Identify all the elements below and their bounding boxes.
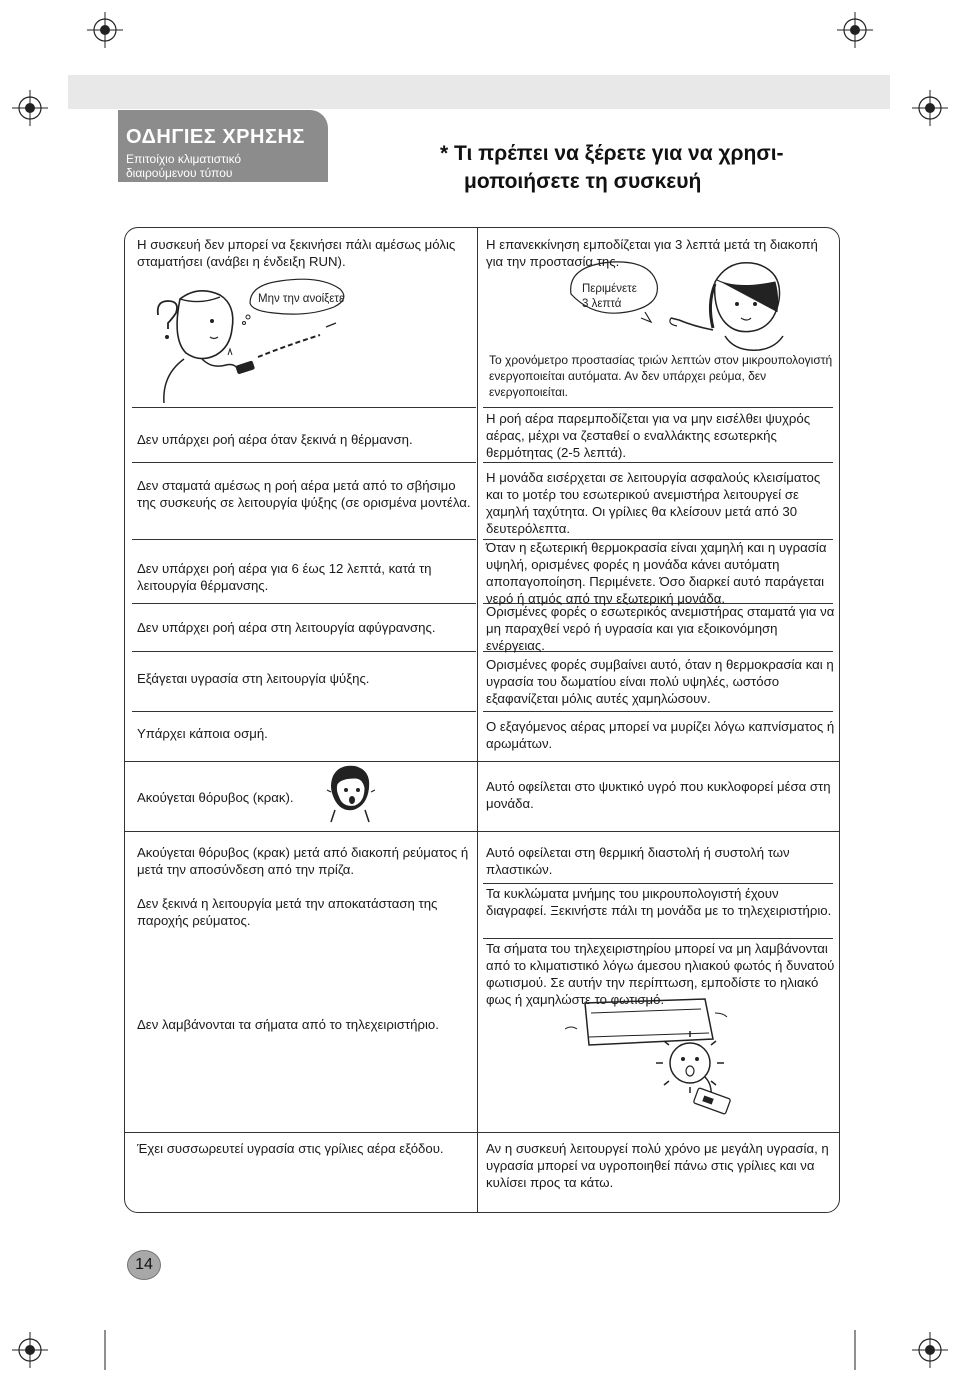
cause-text: Αυτό οφείλεται στη θερμική διαστολή ή συστολή των πλαστικών. bbox=[486, 845, 790, 877]
row-divider bbox=[132, 651, 476, 652]
page-heading: * Τι πρέπει να ξέρετε για να χρησι- μοποιήσετε τη συσκευή bbox=[440, 142, 784, 193]
symptom-text: Δεν υπάρχει ροή αέρα στη λειτουργία αφύγρανσης. bbox=[137, 620, 436, 635]
row-divider bbox=[483, 462, 833, 463]
page-number: 14 bbox=[127, 1250, 161, 1280]
cause-text: Η μονάδα εισέρχεται σε λειτουργία ασφαλούς κλεισίματος και το μοτέρ του εσωτερικού ανεμιστήρα λειτουργεί σε χαμηλή ταχύτητα. Οι γρίλιες θα κλείσουν μετά από 30 δευτερόλεπτα. bbox=[486, 470, 821, 536]
startled-woman-illustration bbox=[325, 762, 375, 824]
row-divider bbox=[124, 1132, 840, 1133]
symptom-text: Ακούγεται θόρυβος (κρακ). bbox=[137, 790, 294, 805]
symptom-text: Δεν ξεκινά η λειτουργία μετά την αποκατάσταση της παροχής ρεύματος. bbox=[137, 896, 438, 928]
cause-text: Ορισμένες φορές ο εσωτερικός ανεμιστήρας σταματά για να μη παραχθεί νερό ή υγρασία και για εξοικονόμηση ενέργειας. bbox=[486, 604, 835, 653]
cause-text: Όταν η εξωτερική θερμοκρασία είναι χαμηλή και η υγρασία υψηλή, ορισμένες φορές η μονάδα κάνει αυτόματη αποπαγοποίηση. Περιμένετε. Όσο διαρκεί αυτό παράγεται νερό ή ατμός από την εξωτερική μονάδα. bbox=[486, 540, 827, 606]
registration-mark-icon bbox=[85, 1330, 125, 1370]
row-divider bbox=[132, 407, 476, 408]
registration-mark-icon bbox=[835, 1330, 875, 1370]
column-divider bbox=[477, 227, 478, 1213]
row-divider bbox=[483, 711, 833, 712]
cause-text: Αν η συσκευή λειτουργεί πολύ χρόνο με μεγάλη υγρασία, η υγρασία μπορεί να υγροποιηθεί πάνω στις γρίλιες και να κυλίσει προς τα κάτω. bbox=[486, 1141, 829, 1190]
row-divider bbox=[124, 831, 840, 832]
section-title: ΟΔΗΓΙΕΣ ΧΡΗΣΗΣ bbox=[126, 126, 305, 148]
row-divider bbox=[132, 539, 476, 540]
cause-text: Η ροή αέρα παρεμποδίζεται για να μην εισέλθει ψυχρός αέρας, μέχρι να ζεσταθεί ο εναλλάκτης εσωτερκής θερμότητας (2-5 λεπτά). bbox=[486, 411, 811, 460]
cause-text: Η επανεκκίνηση εμποδίζεται για 3 λεπτά μετά τη διακοπή για την προστασία της. bbox=[486, 237, 818, 269]
symptom-text: Δεν υπάρχει ροή αέρα για 6 έως 12 λεπτά, κατά τη λειτουργία θέρμανσης. bbox=[137, 561, 432, 593]
symptom-text: Δεν λαμβάνονται τα σήματα από το τηλεχειριστήριο. bbox=[137, 1017, 439, 1032]
cause-text: Ορισμένες φορές συμβαίνει αυτό, όταν η θερμοκρασία και η υγρασία του δωματίου είναι πολύ υψηλές, ωστόσο εξαφανίζεται μόλις αυτές χαμηλώσουν. bbox=[486, 657, 834, 706]
row-divider bbox=[132, 462, 476, 463]
symptom-text: Η συσκευή δεν μπορεί να ξεκινήσει πάλι αμέσως μόλις σταματήσει (ανάβει η ένδειξη RUN). bbox=[137, 237, 456, 269]
registration-mark-icon bbox=[910, 88, 950, 128]
section-subtitle: Επιτοίχιο κλιματιστικό διαιρούμενου τύπου bbox=[126, 152, 242, 180]
cause-note: Το χρονόμετρο προστασίας τριών λεπτών στον μικρουπολογιστή ενεργοποιείται αυτόματα. Αν δεν υπάρχει ρεύμα, δεν ενεργοποιείται. bbox=[489, 353, 833, 399]
cause-text: Αυτό οφείλεται στο ψυκτικό υγρό που κυκλοφορεί μέσα στη μονάδα. bbox=[486, 779, 831, 811]
row-divider bbox=[483, 407, 833, 408]
row-divider bbox=[132, 603, 476, 604]
bubble-label: Περιμένετε 3 λεπτά bbox=[582, 283, 637, 310]
bubble-label: Μην την ανοίξετε bbox=[258, 293, 345, 305]
section-header bbox=[118, 110, 328, 182]
cause-text: Τα κυκλώματα μνήμης του μικρουπολογιστή έχουν διαγραφεί. Ξεκινήστε πάλι τη μονάδα με το τηλεχειριστήριο. bbox=[486, 886, 832, 918]
cause-text: Τα σήματα του τηλεχειριστηρίου μπορεί να μη λαμβάνονται από το κλιματιστικό λόγω άμεσου ηλιακού φωτός ή δυνατού φωτισμού. Σε αυτήν την περίπτωση, εμποδίστε το ηλιακό φως ή χαμηλώστε το φωτισμό. bbox=[486, 941, 835, 1007]
symptom-text: Έχει συσσωρευτεί υγρασία στις γρίλιες αέρα εξόδου. bbox=[137, 1141, 444, 1156]
sun-and-air-conditioner-illustration bbox=[565, 993, 745, 1123]
symptom-text: Υπάρχει κάποια οσμή. bbox=[137, 726, 268, 741]
symptom-text: Εξάγεται υγρασία στη λειτουργία ψύξης. bbox=[137, 671, 370, 686]
registration-mark-icon bbox=[10, 1330, 50, 1370]
row-divider bbox=[132, 711, 476, 712]
registration-mark-icon bbox=[10, 88, 50, 128]
registration-mark-icon bbox=[835, 10, 875, 50]
symptom-text: Ακούγεται θόρυβος (κρακ) μετά από διακοπή ρεύματος ή μετά την αποσύνδεση από την πρίζα. bbox=[137, 845, 469, 877]
row-divider bbox=[124, 761, 840, 762]
symptom-text: Δεν υπάρχει ροή αέρα όταν ξεκινά η θέρμανση. bbox=[137, 432, 413, 447]
header-band bbox=[68, 75, 890, 109]
symptom-text: Δεν σταματά αμέσως η ροή αέρα μετά από το σβήσιμο της συσκευής σε λειτουργία ψύξης (σε ορισμένα μοντέλα. bbox=[137, 478, 471, 510]
cause-text: Ο εξαγόμενος αέρας μπορεί να μυρίζει λόγω καπνίσματος ή αρωμάτων. bbox=[486, 719, 835, 751]
registration-mark-icon bbox=[85, 10, 125, 50]
registration-mark-icon bbox=[910, 1330, 950, 1370]
